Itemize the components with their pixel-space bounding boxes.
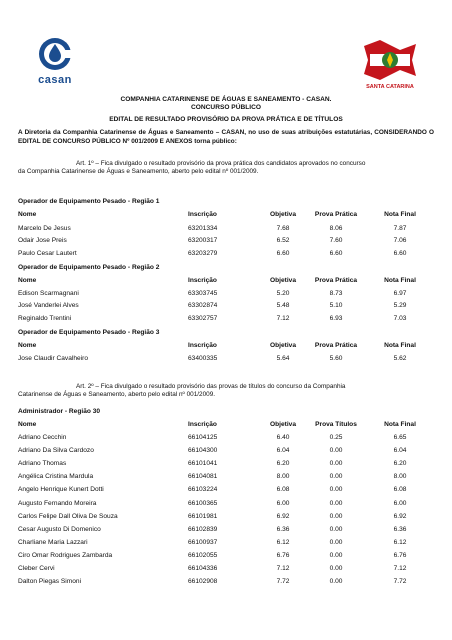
state-flag-icon	[360, 36, 420, 84]
section-title: Operador de Equipamento Pesado - Região 1	[18, 198, 160, 205]
casan-logo	[24, 36, 86, 88]
santa-catarina-logo-text: SANTA CATARINA	[366, 84, 414, 90]
table-row: Ciro Omar Rodrigues Zambarda 66102055 6.76 0.00 6.76	[18, 552, 407, 559]
article-2-line-2: Catarinense de Águas e Saneamento, aberto pelo edital nº 001/2009.	[18, 391, 216, 399]
table-row: Edison Scarmagnani 63303745 5.20 8.73 6.97	[18, 290, 407, 297]
header-prova: Prova Prática	[314, 211, 358, 218]
table-row: Odair Jose Preis 63200317 6.52 7.60 7.06	[18, 237, 407, 244]
table-header	[18, 211, 434, 221]
table-row: Adriano Thomas 66101041 6.20 0.00 6.20	[18, 460, 407, 467]
section-title: Operador de Equipamento Pesado - Região 3	[18, 329, 160, 336]
table-header: Nome Inscrição Objetiva Prova Títulos Nota Final	[18, 421, 416, 428]
article-2	[18, 383, 434, 399]
contest-title: CONCURSO PÚBLICO	[191, 104, 261, 111]
santa-catarina-logo	[360, 36, 420, 84]
section-title: Operador de Equipamento Pesado - Região 2	[18, 264, 160, 271]
header-nota-final: Nota Final	[384, 211, 416, 218]
table-header: Nome Inscrição Objetiva Prova Prática Nota Final	[18, 342, 416, 349]
article-1-line-2: da Companhia Catarinense de Águas e Saneamento, aberto pelo edital nº 001/2009.	[18, 168, 259, 176]
casan-drop-icon	[24, 36, 86, 74]
header-objetiva: Objetiva	[269, 211, 297, 218]
table-row: Cleber Cervi 66104336 7.12 0.00 7.12	[18, 565, 407, 572]
header-nome: Nome	[18, 211, 37, 218]
intro-paragraph: A Diretoria da Companhia Catarinense de Águas e Saneamento – CASAN, no uso de suas atribuições estatutárias, CONSIDERANDO O EDITAL DE CONCURSO PÚBLICO Nº 001/2009 E ANEXOS torna público:	[18, 129, 434, 145]
casan-logo-text: casan	[38, 74, 72, 86]
section-title: Administrador - Região 30	[18, 408, 101, 415]
article-1	[18, 160, 434, 176]
header-inscricao: Inscrição	[188, 211, 217, 218]
table-row: José Vanderlei Alves 63302874 5.48 5.10 5.29	[18, 302, 407, 309]
table-row: Charliane Maria Lazzari 66100937 6.12 0.00 6.12	[18, 539, 407, 546]
table-row: Reginaldo Trentini 63302757 7.12 6.93 7.03	[18, 315, 407, 322]
table-row: Angelo Henrique Kunert Dotti 66103224 6.08 0.00 6.08	[18, 486, 407, 493]
edital-title: EDITAL DE RESULTADO PROVISÓRIO DA PROVA PRÁTICA E DE TÍTULOS	[109, 116, 343, 123]
table-row: Adriano Cecchin 66104125 6.40 0.25 6.65	[18, 434, 407, 441]
article-2-line-1: Art. 2º – Fica divulgado o resultado provisório das provas de títulos do concurso da Companhia	[76, 383, 346, 390]
company-title: COMPANHIA CATARINENSE DE ÁGUAS E SANEAMENTO - CASAN.	[120, 96, 332, 103]
table-row: Dalton Piegas Simoni 66102908 7.72 0.00 7.72	[18, 578, 407, 585]
table-header: Nome Inscrição Objetiva Prova Prática Nota Final	[18, 277, 416, 284]
article-1-line-1: Art. 1º – Fica divulgado o resultado provisório da prova prática dos candidatos aprovados no concurso	[76, 160, 366, 167]
table-row: Carlos Felipe Dall Oliva De Souza 66101981 6.92 0.00 6.92	[18, 513, 407, 520]
table-row: Adriano Da Silva Cardozo 66104300 6.04 0.00 6.04	[18, 447, 407, 454]
table-row: Paulo Cesar Lautert 63203279 6.60 6.60 6.60	[18, 250, 407, 257]
table-row: Augusto Fernando Moreira 66100365 6.00 0.00 6.00	[18, 500, 407, 507]
table-row: Jose Claudir Cavalheiro 63400335 5.64 5.60 5.62	[18, 355, 407, 362]
table-row: Angélica Cristina Mardula 66104081 8.00 0.00 8.00	[18, 473, 407, 480]
table-row: Cesar Augusto Di Domenico 66102839 6.36 0.00 6.36	[18, 526, 407, 533]
table-row: Marcelo De Jesus 63201334 7.68 8.06 7.87	[18, 225, 407, 232]
